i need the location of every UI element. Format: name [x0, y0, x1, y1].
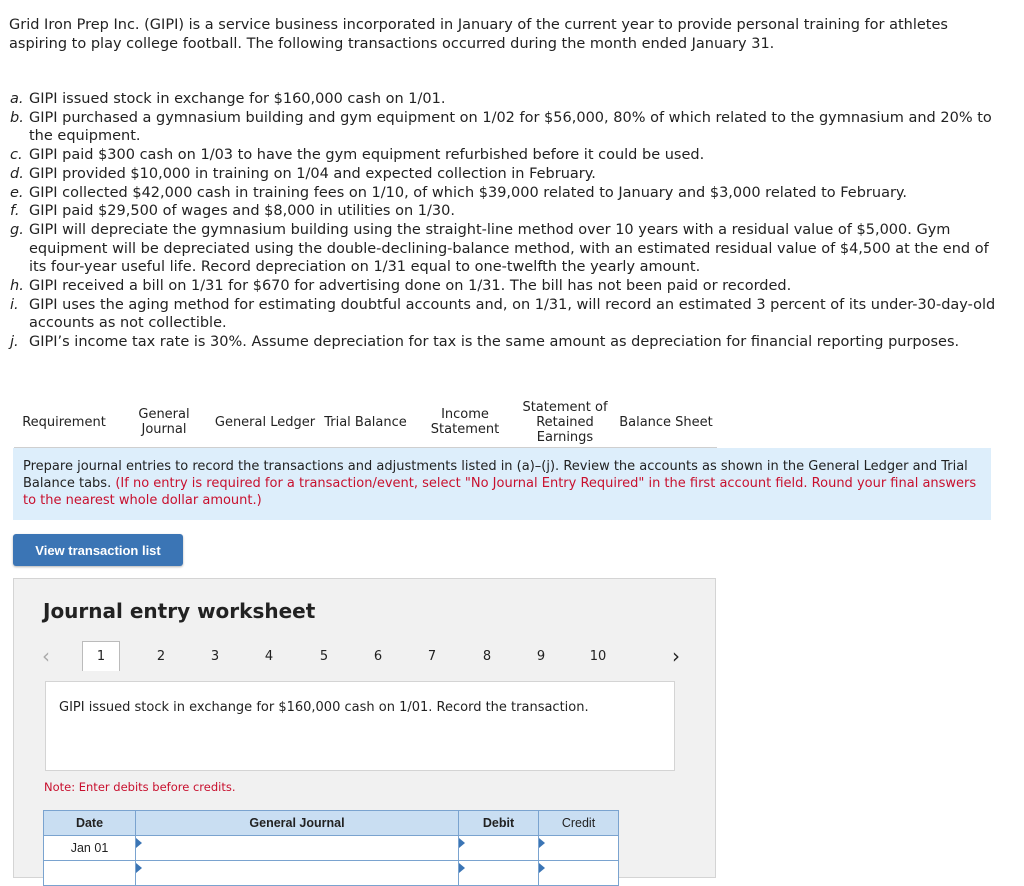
date-cell: Jan 01	[44, 836, 136, 861]
problem-intro: Grid Iron Prep Inc. (GIPI) is a service business incorporated in January of the current year to provide personal training for athletes aspiring to play college football. The following transactions occurred during the month ended January 31.	[9, 17, 948, 52]
transaction-item: c. GIPI paid $300 cash on 1/03 to have the gym equipment refurbished before it could be used.	[10, 147, 705, 164]
tab-trial-balance[interactable]: Trial Balance	[324, 414, 407, 430]
general-journal-table	[43, 810, 619, 886]
tab-general-journal[interactable]: General Journal	[138, 407, 190, 437]
tab-general-ledger[interactable]: General Ledger	[214, 414, 316, 430]
table-row	[44, 836, 619, 861]
page-5-tab[interactable]: 5	[319, 649, 329, 664]
page-4-tab[interactable]: 4	[264, 649, 274, 664]
instructions-panel	[13, 448, 991, 520]
tab-bar	[14, 397, 717, 448]
page-10-tab[interactable]: 10	[589, 649, 607, 664]
debit-input[interactable]	[459, 836, 539, 861]
dropdown-marker-icon	[136, 838, 142, 848]
transaction-item: a. GIPI issued stock in exchange for $160,000 cash on 1/01.	[10, 91, 446, 107]
transaction-description: GIPI issued stock in exchange for $160,000 cash on 1/01. Record the transaction.	[45, 681, 675, 771]
transaction-item: j. GIPI’s income tax rate is 30%. Assume depreciation for tax is the same amount as depreciation for financial reporting purposes.	[10, 334, 960, 351]
view-transaction-list-button[interactable]: View transaction list	[13, 534, 183, 566]
account-field[interactable]	[136, 836, 459, 861]
general-journal-header: General Journal	[136, 811, 459, 836]
date-cell	[44, 861, 136, 886]
credit-input[interactable]	[539, 836, 619, 861]
input-marker-icon	[539, 863, 545, 873]
transaction-item: i. GIPI uses the aging method for estimating doubtful accounts and, on 1/31, will record an estimated 3 percent of its under-30-day-old accounts as not collectible.	[10, 296, 996, 332]
table-header-row	[44, 811, 619, 836]
debit-credit-note: Note: Enter debits before credits.	[44, 780, 236, 794]
input-marker-icon	[459, 863, 465, 873]
chevron-right-icon[interactable]: ›	[672, 644, 680, 668]
journal-entry-worksheet	[13, 578, 716, 878]
input-marker-icon	[539, 838, 545, 848]
page-2-tab[interactable]: 2	[156, 649, 166, 664]
transaction-item: h. GIPI received a bill on 1/31 for $670 for advertising done on 1/31. The bill has not been paid or recorded.	[10, 278, 792, 295]
instructions-text: Prepare journal entries to record the transactions and adjustments listed in (a)–(j). Review the accounts as shown in the General Ledger and Trial Balance tabs.	[23, 459, 968, 491]
instructions-note: (If no entry is required for a transaction/event, select "No Journal Entry Required" in the first account field. Round your final answers to the nearest whole dollar amount.)	[23, 476, 977, 508]
date-header: Date	[44, 811, 136, 836]
debit-header: Debit	[459, 811, 539, 836]
page-6-tab[interactable]: 6	[373, 649, 383, 664]
input-marker-icon	[459, 838, 465, 848]
transaction-item: f. GIPI paid $29,500 of wages and $8,000 in utilities on 1/30.	[10, 203, 455, 220]
worksheet-title: Journal entry worksheet	[43, 599, 316, 623]
worksheet-pager	[42, 645, 692, 671]
table-row	[44, 861, 619, 886]
page-1-tab[interactable]: 1	[82, 641, 120, 671]
transaction-item: b. GIPI purchased a gymnasium building and gym equipment on 1/02 for $56,000, 80% of which related to the gymnasium and 20% to the equipment.	[10, 109, 992, 145]
transaction-list	[10, 90, 1010, 352]
page-7-tab[interactable]: 7	[427, 649, 437, 664]
credit-input[interactable]	[539, 861, 619, 886]
chevron-left-icon[interactable]: ‹	[42, 644, 50, 668]
tab-income-statement[interactable]: Income Statement	[430, 407, 500, 437]
transaction-item: d. GIPI provided $10,000 in training on 1/04 and expected collection in February.	[10, 165, 596, 182]
transaction-item: g. GIPI will depreciate the gymnasium building using the straight-line method over 10 years with a residual value of $5,000. Gym equipment will be depreciated using the double-declining-balance method, with an estimated residual value of $4,500 at the end of its four-year useful life. Record depreciation on 1/31 equal to one-twelfth the yearly amount.	[10, 221, 989, 276]
credit-header: Credit	[539, 811, 619, 836]
transaction-item: e. GIPI collected $42,000 cash in training fees on 1/10, of which $39,000 related to January and $3,000 related to February.	[10, 184, 908, 201]
page-3-tab[interactable]: 3	[210, 649, 220, 664]
tab-requirement[interactable]: Requirement	[22, 414, 106, 430]
debit-input[interactable]	[459, 861, 539, 886]
tab-balance-sheet[interactable]: Balance Sheet	[619, 414, 713, 430]
dropdown-marker-icon	[136, 863, 142, 873]
tab-statement-of-retained-earnings[interactable]: Statement of Retained Earnings	[522, 399, 608, 445]
page-9-tab[interactable]: 9	[536, 649, 546, 664]
page-8-tab[interactable]: 8	[482, 649, 492, 664]
account-field[interactable]	[136, 861, 459, 886]
